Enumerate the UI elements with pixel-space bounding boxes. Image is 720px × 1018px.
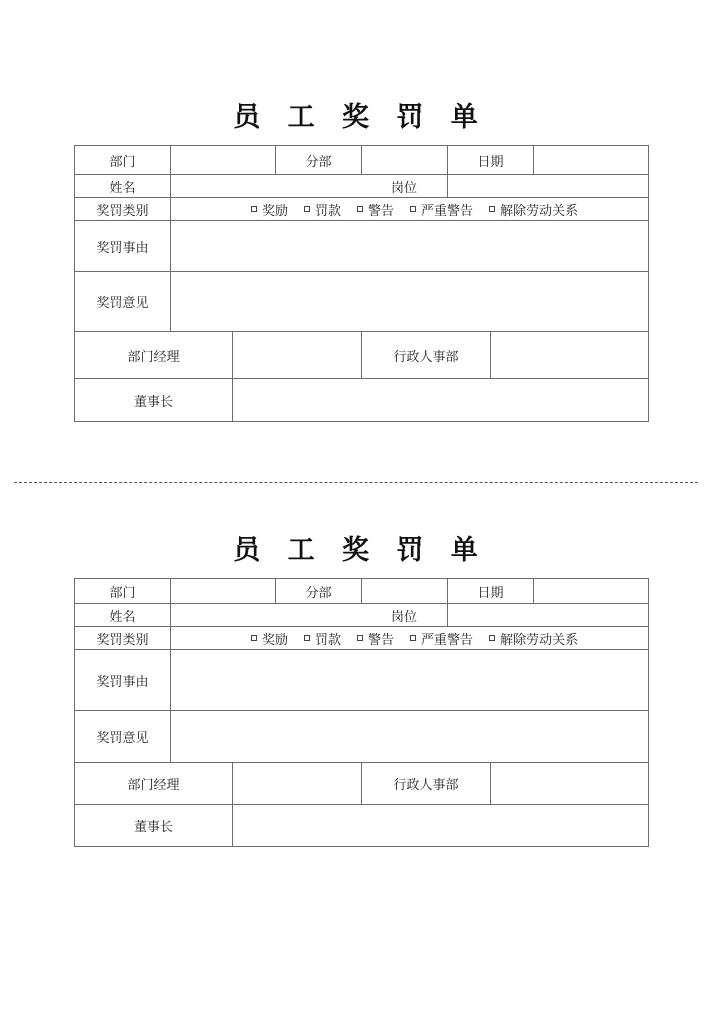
reason-field[interactable] [170,650,648,710]
row-opinion [75,271,648,331]
reason-label: 奖罚事由 [96,674,149,690]
admin-hr-label: 行政人事部 [361,763,490,804]
date-field[interactable] [533,146,648,174]
category-label: 奖罚类别 [96,203,149,219]
option-warning[interactable] [357,629,394,648]
category-options [170,198,648,220]
opinion-label: 奖罚意见 [96,296,149,311]
branch-label: 分部 [275,146,361,174]
checkbox-icon[interactable] [251,206,257,212]
admin-hr-field[interactable] [490,332,648,378]
name-field[interactable] [170,604,361,626]
chairman-field[interactable] [232,379,648,421]
option-label: 严重警告 [421,203,474,219]
option-serious-warning[interactable] [410,200,473,219]
dept-manager-field[interactable] [232,763,361,804]
chairman-field[interactable] [232,805,648,846]
cut-line-divider [14,482,698,483]
row-name [75,174,648,197]
branch-field[interactable] [361,579,447,603]
department-label: 部门 [109,154,136,170]
option-label: 解除劳动关系 [500,632,579,648]
option-reward[interactable] [251,629,288,648]
dept-manager-label: 部门经理 [127,349,180,365]
checkbox-icon[interactable] [251,635,257,641]
checkbox-icon[interactable] [304,635,310,641]
reason-label: 奖罚事由 [96,240,149,256]
department-label: 部门 [109,585,136,601]
option-label: 警告 [368,632,395,648]
checkbox-icon[interactable] [489,206,495,212]
row-category [75,626,648,649]
row-category [75,197,648,220]
admin-hr-label: 行政人事部 [361,332,490,378]
row-chairman [75,804,648,846]
row-department [75,579,648,603]
name-label: 姓名 [109,180,136,196]
checkbox-icon[interactable] [357,206,363,212]
row-name [75,603,648,626]
option-fine[interactable] [304,200,341,219]
form-title: 员 工 奖 罚 单 [233,535,487,566]
reward-penalty-form-1 [74,145,649,422]
date-label: 日期 [447,579,533,603]
name-field[interactable] [170,175,361,197]
checkbox-icon[interactable] [410,206,416,212]
option-label: 警告 [368,203,395,219]
checkbox-icon[interactable] [489,635,495,641]
option-label: 罚款 [315,632,342,648]
option-termination[interactable] [489,200,578,219]
checkbox-icon[interactable] [304,206,310,212]
dept-manager-label: 部门经理 [127,778,180,793]
row-opinion [75,710,648,762]
option-reward[interactable] [251,200,288,219]
option-label: 奖励 [262,632,289,648]
department-field[interactable] [170,146,275,174]
name-label: 姓名 [109,609,136,625]
dept-manager-field[interactable] [232,332,361,378]
form-title: 员 工 奖 罚 单 [233,102,487,133]
option-label: 奖励 [262,203,289,219]
reason-field[interactable] [170,221,648,271]
reward-penalty-form-2 [74,578,649,847]
option-label: 解除劳动关系 [500,203,579,219]
row-reason [75,649,648,710]
admin-hr-field[interactable] [490,763,648,804]
chairman-label: 董事长 [133,820,173,835]
option-termination[interactable] [489,629,578,648]
row-reason [75,220,648,271]
row-approvals [75,331,648,378]
opinion-field[interactable] [170,711,648,762]
option-label: 罚款 [315,203,342,219]
checkbox-icon[interactable] [410,635,416,641]
date-field[interactable] [533,579,648,603]
option-label: 严重警告 [421,632,474,648]
branch-label: 分部 [275,579,361,603]
date-label: 日期 [447,146,533,174]
checkbox-icon[interactable] [357,635,363,641]
branch-field[interactable] [361,146,447,174]
row-department [75,146,648,174]
department-field[interactable] [170,579,275,603]
chairman-label: 董事长 [133,394,173,410]
option-serious-warning[interactable] [410,629,473,648]
position-label: 岗位 [390,180,417,196]
position-label: 岗位 [390,609,417,625]
opinion-field[interactable] [170,272,648,331]
position-field[interactable] [447,604,648,626]
category-options [170,627,648,649]
position-field[interactable] [447,175,648,197]
row-chairman [75,378,648,421]
option-warning[interactable] [357,200,394,219]
category-label: 奖罚类别 [96,632,149,648]
option-fine[interactable] [304,629,341,648]
row-approvals [75,762,648,804]
opinion-label: 奖罚意见 [96,731,149,746]
